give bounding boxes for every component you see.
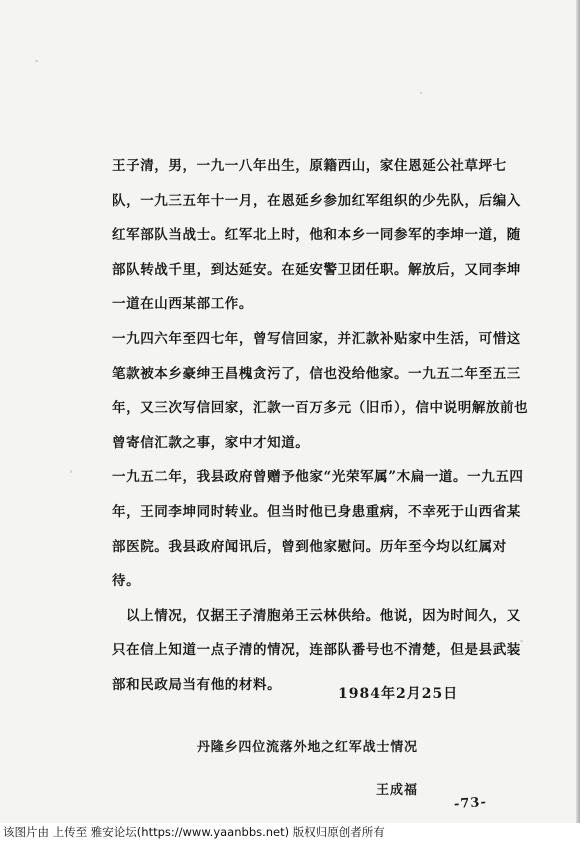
scan-edge-shadow [576, 0, 580, 823]
scan-speck [420, 92, 422, 94]
watermark-footer: 该图片由 上传至 雅安论坛(https://www.yaanbbs.net) 版权归原创者所有 [0, 823, 580, 842]
author-signature: 王成福 [376, 783, 419, 798]
scan-speck [35, 60, 38, 62]
page-number: -73- [453, 794, 488, 813]
document-caption: 丹隆乡四位流落外地之红军战士情况 [197, 740, 418, 755]
paragraph-1: 王子清，男，一九一八年出生，原籍西山，家住恩延公社草坪七队，一九三五年十一月，在恩延乡参加红军组织的少先队，后编入红军部队当战士。红军北上时，他和本乡一同参军的李坤一道，随部队转战千里，到达延安。在延安警卫团任职。解放后，又同李坤一道在山西某部工作。 [112, 158, 521, 313]
paragraph-2: 一九四六年至四七年，曾写信回家，并汇款补贴家中生活，可惜这笔款被本乡豪绅王昌槐贪污了，信也没给他家。一九五二年至五三年，又三次写信回家，汇款一百万多元（旧币），信中说明解放前也曾寄信汇款之事，家中才知道。 [112, 330, 529, 451]
document-date: 1984年2月25日 [338, 686, 459, 702]
scan-speck [70, 470, 72, 473]
paragraph-4: 以上情况，仅据王子清胞弟王云林供给。他说，因为时间久，又只在信上知道一点子清的情况，连部队番号也不清楚，但是县武装部和民政局当有他的材料。 [112, 607, 521, 693]
paragraph-3: 一九五二年，我县政府曾赠予他家“光荣军属”木扁一道。一九五四年，王同李坤同时转业。但当时他已身患重病，不幸死于山西省某部医院。我县政府闻讯后，曾到他家慰问。历年至今均以红属对待。 [112, 469, 524, 590]
document-body [112, 149, 532, 703]
